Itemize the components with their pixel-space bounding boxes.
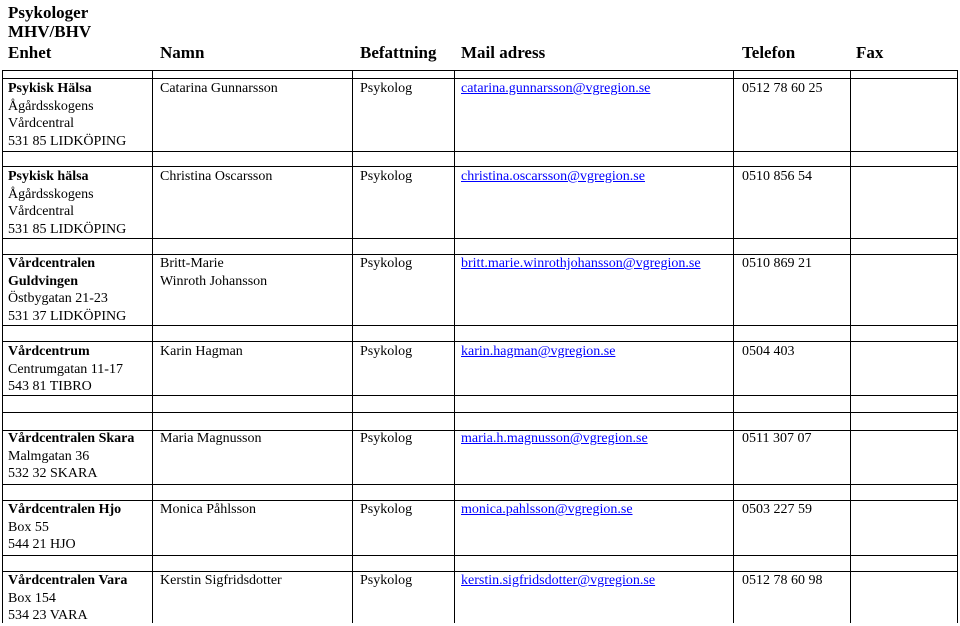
- unit-line: 531 37 LIDKÖPING: [8, 308, 127, 324]
- unit-line: Guldvingen: [8, 273, 79, 289]
- grid-line: [152, 70, 153, 623]
- contact-phone: 0511 307 07: [742, 431, 812, 446]
- contact-phone: 0503 227 59: [742, 502, 812, 517]
- page-title: [8, 3, 91, 41]
- title-line-1: Psykologer: [8, 3, 89, 22]
- contact-phone: 0512 78 60 98: [742, 573, 823, 588]
- contact-role: Psykolog: [360, 81, 413, 96]
- grid-line: [850, 70, 851, 623]
- contact-name: Winroth Johansson: [160, 273, 268, 289]
- grid-line: [2, 78, 958, 79]
- unit-line: Ågårdsskogens: [8, 186, 94, 202]
- email-link[interactable]: christina.oscarsson@vgregion.se: [461, 169, 645, 184]
- unit-line: Malmgatan 36: [8, 448, 90, 464]
- unit-line: Vårdcentrum: [8, 344, 90, 359]
- contact-role: Psykolog: [360, 502, 413, 517]
- contact-phone: 0504 403: [742, 344, 795, 359]
- unit-line: Psykisk Hälsa: [8, 81, 92, 96]
- header-namn: Namn: [160, 43, 205, 62]
- contact-name: Monica Påhlsson: [160, 502, 257, 517]
- header-mail: Mail adress: [461, 43, 546, 62]
- grid-line: [352, 70, 353, 623]
- contact-name: Catarina Gunnarsson: [160, 81, 278, 96]
- unit-line: 531 85 LIDKÖPING: [8, 133, 127, 149]
- grid-line: [2, 70, 3, 623]
- email-link[interactable]: britt.marie.winrothjohansson@vgregion.se: [461, 256, 701, 271]
- grid-line: [2, 484, 958, 485]
- grid-line: [2, 254, 958, 255]
- unit-line: Vårdcentralen Vara: [8, 573, 128, 588]
- contact-name: Christina Oscarsson: [160, 169, 273, 184]
- grid-line: [2, 412, 958, 413]
- email-link[interactable]: catarina.gunnarsson@vgregion.se: [461, 81, 651, 96]
- header-fax: Fax: [856, 43, 884, 62]
- unit-line: 544 21 HJO: [8, 537, 76, 552]
- contact-name: Karin Hagman: [160, 344, 243, 359]
- grid-line: [2, 166, 958, 167]
- unit-line: 532 32 SKARA: [8, 466, 98, 481]
- unit-line: Vårdcentralen: [8, 256, 96, 271]
- contact-phone: 0510 869 21: [742, 256, 812, 271]
- unit-line: Box 154: [8, 590, 56, 606]
- header-befattning: Befattning: [360, 43, 437, 62]
- email-link[interactable]: kerstin.sigfridsdotter@vgregion.se: [461, 573, 656, 588]
- unit-line: Vårdcentral: [8, 116, 75, 131]
- unit-line: Centrumgatan 11-17: [8, 361, 123, 377]
- grid-line: [2, 571, 958, 572]
- unit-line: Box 55: [8, 519, 49, 535]
- grid-line: [733, 70, 734, 623]
- grid-line: [957, 70, 958, 623]
- contact-role: Psykolog: [360, 169, 413, 184]
- grid-line: [2, 325, 958, 326]
- unit-line: 534 23 VARA: [8, 608, 88, 623]
- unit-line: 543 81 TIBRO: [8, 379, 92, 394]
- grid-line: [2, 341, 958, 342]
- email-link[interactable]: maria.h.magnusson@vgregion.se: [461, 431, 648, 446]
- grid-line: [454, 70, 455, 623]
- header-enhet: Enhet: [8, 43, 52, 62]
- contact-role: Psykolog: [360, 344, 413, 359]
- contact-name: Britt-Marie: [160, 256, 224, 271]
- unit-line: Östbygatan 21-23: [8, 291, 108, 306]
- grid-line: [2, 70, 958, 71]
- unit-line: Psykisk hälsa: [8, 169, 89, 184]
- contact-role: Psykolog: [360, 431, 413, 446]
- grid-line: [2, 238, 958, 239]
- unit-line: Vårdcentral: [8, 204, 75, 219]
- email-link[interactable]: monica.pahlsson@vgregion.se: [461, 502, 633, 517]
- title-line-2: MHV/BHV: [8, 22, 92, 41]
- contact-phone: 0512 78 60 25: [742, 81, 823, 96]
- unit-line: Vårdcentralen Hjo: [8, 502, 122, 517]
- grid-line: [2, 555, 958, 556]
- grid-line: [2, 395, 958, 396]
- contact-role: Psykolog: [360, 256, 413, 271]
- unit-line: 531 85 LIDKÖPING: [8, 221, 127, 237]
- unit-line: Vårdcentralen Skara: [8, 431, 135, 446]
- contact-role: Psykolog: [360, 573, 413, 588]
- contact-name: Maria Magnusson: [160, 431, 262, 446]
- contact-name: Kerstin Sigfridsdotter: [160, 573, 282, 588]
- grid-line: [2, 500, 958, 501]
- header-telefon: Telefon: [742, 43, 796, 62]
- email-link[interactable]: karin.hagman@vgregion.se: [461, 344, 616, 359]
- grid-line: [2, 151, 958, 152]
- contact-phone: 0510 856 54: [742, 169, 812, 184]
- unit-line: Ågårdsskogens: [8, 98, 94, 114]
